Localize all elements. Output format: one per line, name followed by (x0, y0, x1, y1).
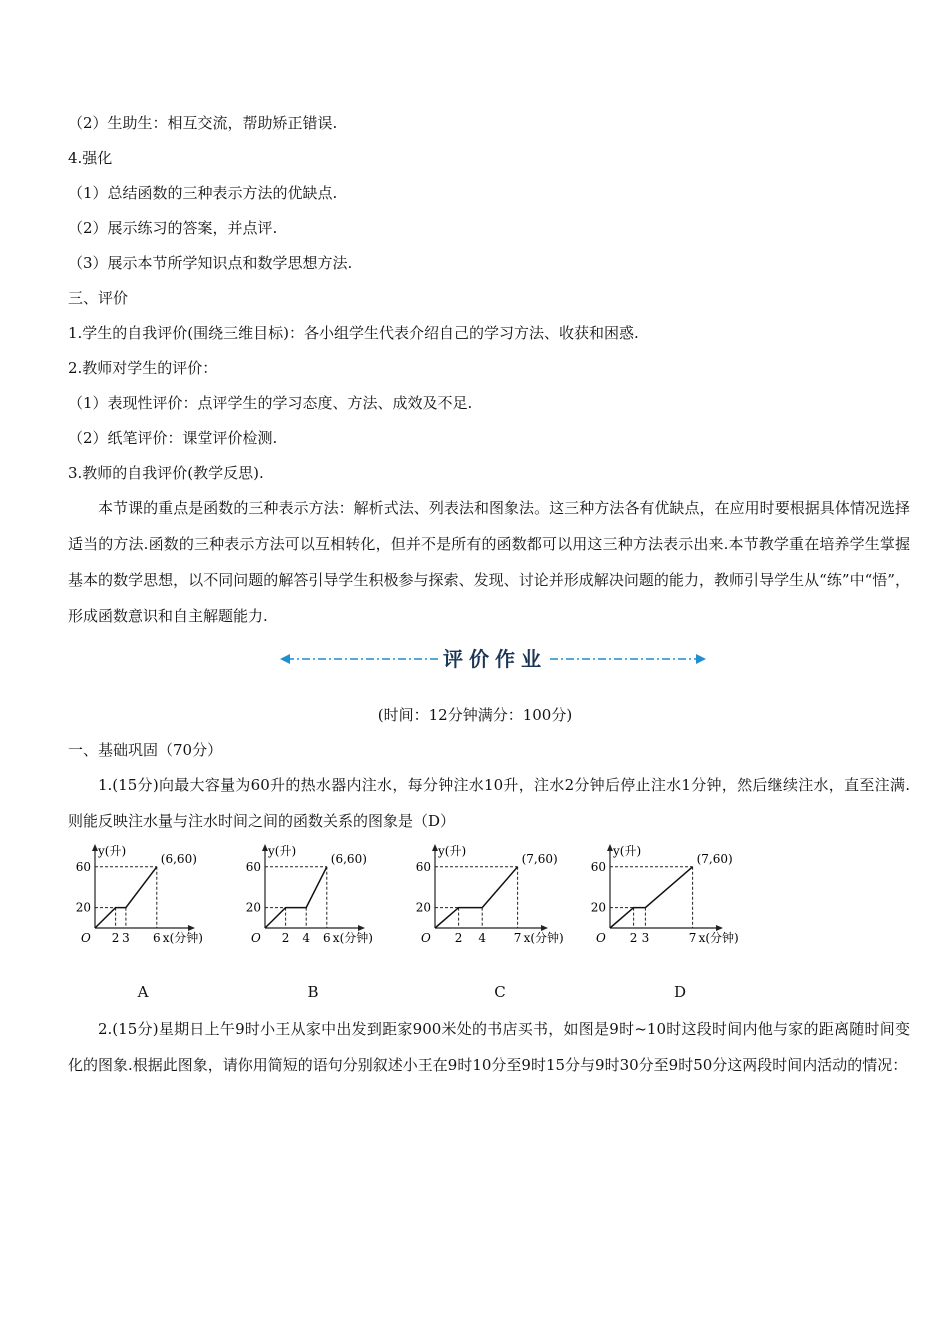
text-line-5: （3）展示本节所学知识点和数学思想方法. (68, 254, 353, 272)
end-point-label: (7,60) (696, 851, 733, 866)
text-line-2: 4.强化 (68, 149, 113, 167)
x-tick-2: 2 (629, 931, 638, 945)
graph-b-label: B (307, 983, 319, 1001)
origin-label: O (251, 931, 261, 945)
function-line (435, 867, 518, 928)
y-tick-20: 20 (245, 900, 261, 915)
x-tick-2: 2 (281, 931, 290, 945)
x-tick-4: 4 (302, 931, 311, 945)
x-tick-3: 3 (641, 931, 650, 945)
text-line-11: 3.教师的自我评价(教学反思). (68, 464, 264, 482)
y-tick-60: 60 (245, 859, 261, 874)
banner-title: 评价作业 (443, 647, 547, 671)
section-heading-basic: 一、基础巩固（70分） (68, 741, 223, 759)
reflection-paragraph: 本节课的重点是函数的三种表示方法：解析式法、列表法和图象法。这三种方法各有优缺点，在应用时要根据具体情况选择适当的方法.函数的三种表示方法可以互相转化，但并不是所有的函数都可以用这三种方法表示出来.本节教学重在培养学生掌握基本的数学思想，以不同问题的解答引导学生积极参与探索、发现、讨论并形成解决问题的能力，教师引导学生从“练”中“悟”，形成函数意识和自主解题能力. (68, 499, 910, 625)
x-axis-label: x(分钟) (698, 931, 739, 945)
graph-c-label: C (494, 983, 506, 1001)
y-axis-label: y(升) (98, 844, 127, 858)
x-tick-3: 3 (122, 931, 130, 945)
y-tick-20: 20 (75, 900, 91, 915)
x-axis-label: x(分钟) (523, 931, 564, 945)
x-tick-6: 6 (322, 931, 331, 945)
x-tick-2: 2 (111, 931, 120, 945)
origin-label: O (81, 931, 91, 945)
x-axis-label: x(分钟) (162, 931, 203, 945)
y-tick-60: 60 (415, 859, 431, 874)
text-line-8: 2.教师对学生的评价： (68, 359, 218, 377)
end-point-label: (6,60) (160, 851, 197, 866)
function-line (265, 867, 327, 928)
graph-a (70, 840, 220, 954)
text-line-3: （1）总结函数的三种表示方法的优缺点. (68, 184, 338, 202)
text-line-9: （1）表现性评价：点评学生的学习态度、方法、成效及不足. (68, 394, 473, 412)
graph-d-label: D (673, 983, 687, 1001)
question-1: 1.(15分)向最大容量为60升的热水器内注水，每分钟注水10升，注水2分钟后停止注水1分钟，然后继续注水，直至注满.则能反映注水量与注水时间之间的函数关系的图象是（D） (68, 776, 910, 830)
graph-c-svg (410, 840, 570, 950)
y-axis-label: y(升) (268, 844, 297, 858)
graph-d-svg (585, 840, 745, 950)
x-axis-label: x(分钟) (332, 931, 373, 945)
origin-label: O (421, 931, 431, 945)
graph-a-svg (70, 840, 220, 950)
x-tick-7: 7 (688, 931, 697, 945)
graph-b (240, 840, 390, 954)
section-banner (278, 644, 708, 674)
graph-c (410, 840, 570, 954)
y-tick-20: 20 (415, 900, 431, 915)
y-tick-20: 20 (590, 900, 606, 915)
text-line-1: （2）生助生：相互交流，帮助矫正错误. (68, 114, 338, 132)
y-axis-label: y(升) (438, 844, 467, 858)
time-info: (时间：12分钟满分：100分) (377, 706, 573, 724)
graph-a-label: A (137, 983, 149, 1001)
x-tick-7: 7 (513, 931, 522, 945)
end-point-label: (6,60) (330, 851, 367, 866)
x-tick-6: 6 (152, 931, 161, 945)
y-tick-60: 60 (75, 859, 91, 874)
text-line-10: （2）纸笔评价：课堂评价检测. (68, 429, 278, 447)
x-tick-2: 2 (454, 931, 463, 945)
section-heading-evaluation: 三、评价 (68, 289, 129, 307)
graph-d (585, 840, 745, 954)
x-tick-4: 4 (478, 931, 487, 945)
end-point-label: (7,60) (521, 851, 558, 866)
y-axis-label: y(升) (613, 844, 642, 858)
text-line-7: 1.学生的自我评价(围绕三维目标)：各小组学生代表介绍自己的学习方法、收获和困惑. (68, 324, 639, 342)
y-tick-60: 60 (590, 859, 606, 874)
graph-b-svg (240, 840, 390, 950)
origin-label: O (596, 931, 606, 945)
function-line (610, 867, 693, 928)
question-2: 2.(15分)星期日上午9时小王从家中出发到距家900米处的书店买书，如图是9时~10时这段时间内他与家的距离随时间变化的图象.根据此图象，请你用简短的语句分别叙述小王在9时10分至9时15分与9时30分至9时50分这两段时间内活动的情况： (68, 1020, 910, 1074)
text-line-4: （2）展示练习的答案，并点评. (68, 219, 278, 237)
